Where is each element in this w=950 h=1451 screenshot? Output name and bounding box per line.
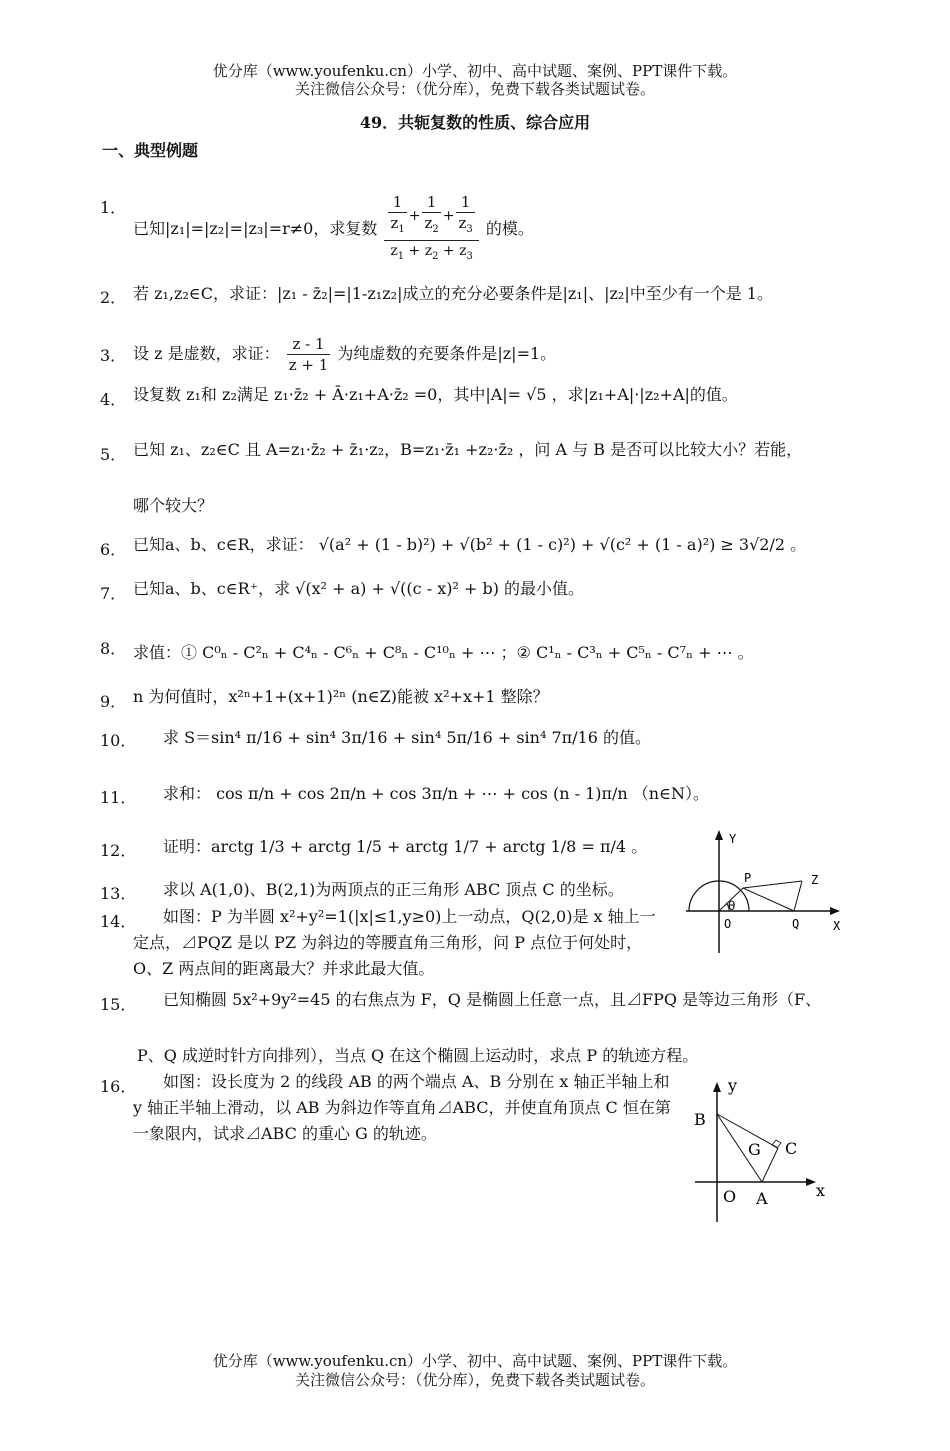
fig2-y-arrow-icon bbox=[713, 1082, 721, 1092]
fig1-label-x: X bbox=[833, 919, 841, 933]
problem-8-text: 求值：① C⁰ₙ - C²ₙ + C⁴ₙ - C⁶ₙ + C⁸ₙ - C¹⁰ₙ + ⋯ ；② C¹ₙ - C³ₙ + C⁵ₙ - C⁷ₙ + ⋯ 。 bbox=[133, 643, 754, 662]
problem-4-text: 设复数 z₁和 z₂满足 z₁·z̄₂ + Ā·z₁+A·z̄₂ =0，其中|A|= √5 ，求|z₁+A|·|z₂+A|的值。 bbox=[133, 385, 738, 404]
fig2-label-c: C bbox=[785, 1139, 798, 1158]
footer-line-1: 优分库（www.youfenku.cn）小学、初中、高中试题、案例、PPT课件下载。 bbox=[212, 1352, 738, 1370]
problem-8-number: 8． bbox=[100, 639, 127, 658]
problem-3-denominator: z + 1 bbox=[288, 356, 329, 374]
problem-15-number: 15． bbox=[100, 995, 137, 1014]
fig1-label-o: O bbox=[724, 917, 732, 931]
problem-1-fraction: $\frac{1}{z_1}$ + $\frac{1}{z_2}$ + $\frac{1}{z_3}$ $z_1 + z_2 + z_3$ bbox=[384, 192, 478, 267]
problem-14-text: 如图：P 为半圆 x²+y²=1(|x|≤1,y≥0)上一动点，Q(2,0)是 x 轴上一定点，⊿PQZ 是以 PZ 为斜边的等腰直角三角形，问 P 点位于何处时，O、Z 两点间的距离最大？并求此最大值。 bbox=[133, 907, 656, 978]
fig2-label-x: x bbox=[816, 1181, 826, 1200]
problem-12-number: 12． bbox=[100, 841, 137, 860]
fig2-segment-ca bbox=[762, 1148, 778, 1182]
problem-4-number: 4． bbox=[100, 390, 127, 409]
fig1-x-arrow-icon bbox=[830, 907, 840, 915]
problem-5-continuation: 哪个较大？ bbox=[133, 496, 214, 515]
problem-1-number: 1． bbox=[100, 198, 127, 217]
fig2-label-y: y bbox=[728, 1076, 738, 1095]
problem-1-text bbox=[133, 192, 534, 267]
problem-3-fraction bbox=[287, 334, 331, 375]
problem-1-pre: 已知|z₁|=|z₂|=|z₃|=r≠0，求复数 bbox=[133, 218, 378, 238]
problem-12-text: 证明：arctg 1/3 + arctg 1/5 + arctg 1/7 + arctg 1/8 = π/4 。 bbox=[163, 837, 648, 856]
header-line-1: 优分库（www.youfenku.cn）小学、初中、高中试题、案例、PPT课件下载。 bbox=[212, 62, 738, 80]
problem-1-post: 的模。 bbox=[485, 218, 534, 238]
fig1-label-p: P bbox=[744, 871, 752, 885]
fig1-label-z: Z bbox=[811, 873, 819, 887]
problem-6-text: 已知a、b、c∈R，求证： √(a² + (1 - b)²) + √(b² + (1 - c)²) + √(c² + (1 - a)²) ≥ 3√2/2 。 bbox=[133, 535, 807, 554]
fig2-label-o: O bbox=[723, 1187, 737, 1206]
fig1-y-arrow-icon bbox=[715, 830, 723, 840]
problem-7-text: 已知a、b、c∈R⁺，求 √(x² + a) + √((c - x)² + b) 的最小值。 bbox=[133, 579, 585, 598]
semicircle-diagram bbox=[684, 828, 854, 958]
problem-3-text bbox=[133, 334, 556, 375]
problem-14-number: 14． bbox=[100, 912, 137, 931]
problem-11-number: 11． bbox=[100, 788, 137, 807]
problem-3-pre: 设 z 是虚数，求证： bbox=[133, 344, 280, 363]
problem-15-continuation: P、Q 成逆时针方向排列），当点 Q 在这个椭圆上运动时，求点 P 的轨迹方程。 bbox=[137, 1046, 699, 1065]
fig2-label-a: A bbox=[756, 1189, 768, 1208]
problem-7-number: 7． bbox=[100, 584, 127, 603]
problem-3-post: 为纯虚数的充要条件是|z|=1。 bbox=[337, 344, 557, 363]
problem-9-number: 9． bbox=[100, 692, 127, 711]
fig1-label-y: Y bbox=[729, 832, 737, 846]
problem-13-number: 13． bbox=[100, 884, 137, 903]
fig2-label-b: B bbox=[694, 1110, 706, 1129]
problem-15-text: 已知椭圆 5x²+9y²=45 的右焦点为 F，Q 是椭圆上任意一点，且⊿FPQ 是等边三角形（F、 bbox=[163, 990, 822, 1009]
footer-line-2: 关注微信公众号：（优分库），免费下载各类试题试卷。 bbox=[294, 1371, 655, 1389]
problem-11-text: 求和： cos π/n + cos 2π/n + cos 3π/n + ⋯ + cos (n - 1)π/n （n∈N）。 bbox=[163, 784, 709, 803]
header-line-2: 关注微信公众号：（优分库），免费下载各类试题试卷。 bbox=[294, 80, 655, 98]
triangle-diagram bbox=[690, 1074, 840, 1226]
section-heading: 一、典型例题 bbox=[102, 141, 199, 160]
problem-2-text: 若 z₁,z₂∈C，求证：|z₁ - z̄₂|=|1-z₁z₂|成立的充分必要条件是|z₁|、|z₂|中至少有一个是 1。 bbox=[133, 284, 773, 303]
page-title: 49．共轭复数的性质、综合应用 bbox=[359, 113, 591, 132]
problem-10-number: 10． bbox=[100, 731, 137, 750]
fig2-label-g: G bbox=[748, 1140, 761, 1159]
fig1-segment-pz bbox=[743, 881, 802, 888]
problem-3-numerator: z - 1 bbox=[287, 334, 331, 355]
problem-13-text: 求以 A(1,0)、B(2,1)为两顶点的正三角形 ABC 顶点 C 的坐标。 bbox=[163, 880, 624, 899]
fig1-segment-pq bbox=[743, 888, 794, 911]
problem-9-text: n 为何值时，x²ⁿ+1+(x+1)²ⁿ (n∈Z)能被 x²+x+1 整除？ bbox=[133, 687, 549, 706]
problem-16-number: 16． bbox=[100, 1077, 137, 1096]
problem-10-text: 求 S＝sin⁴ π/16 + sin⁴ 3π/16 + sin⁴ 5π/16 + sin⁴ 7π/16 的值。 bbox=[163, 728, 652, 747]
problem-5-number: 5． bbox=[100, 445, 127, 464]
problem-16-text: 如图：设长度为 2 的线段 AB 的两个端点 A、B 分别在 x 轴正半轴上和 y 轴正半轴上滑动，以 AB 为斜边作等直角⊿ABC，并使直角顶点 C 恒在第一象限内，试求⊿ABC 的重心 G 的轨迹。 bbox=[133, 1072, 671, 1143]
fig2-x-arrow-icon bbox=[806, 1178, 816, 1186]
fig1-label-theta: θ bbox=[728, 899, 736, 913]
fig1-segment-zq bbox=[794, 881, 802, 911]
problem-5-text: 已知 z₁、z₂∈C 且 A=z₁·z̄₂ + z̄₁·z₂，B=z₁·z̄₁ +z₂·z̄₂ ，问 A 与 B 是否可以比较大小？若能， bbox=[133, 440, 803, 459]
problem-3-number: 3． bbox=[100, 346, 127, 365]
problem-6-number: 6． bbox=[100, 540, 127, 559]
problem-2-number: 2． bbox=[100, 288, 127, 307]
fig1-label-q: Q bbox=[792, 917, 800, 931]
